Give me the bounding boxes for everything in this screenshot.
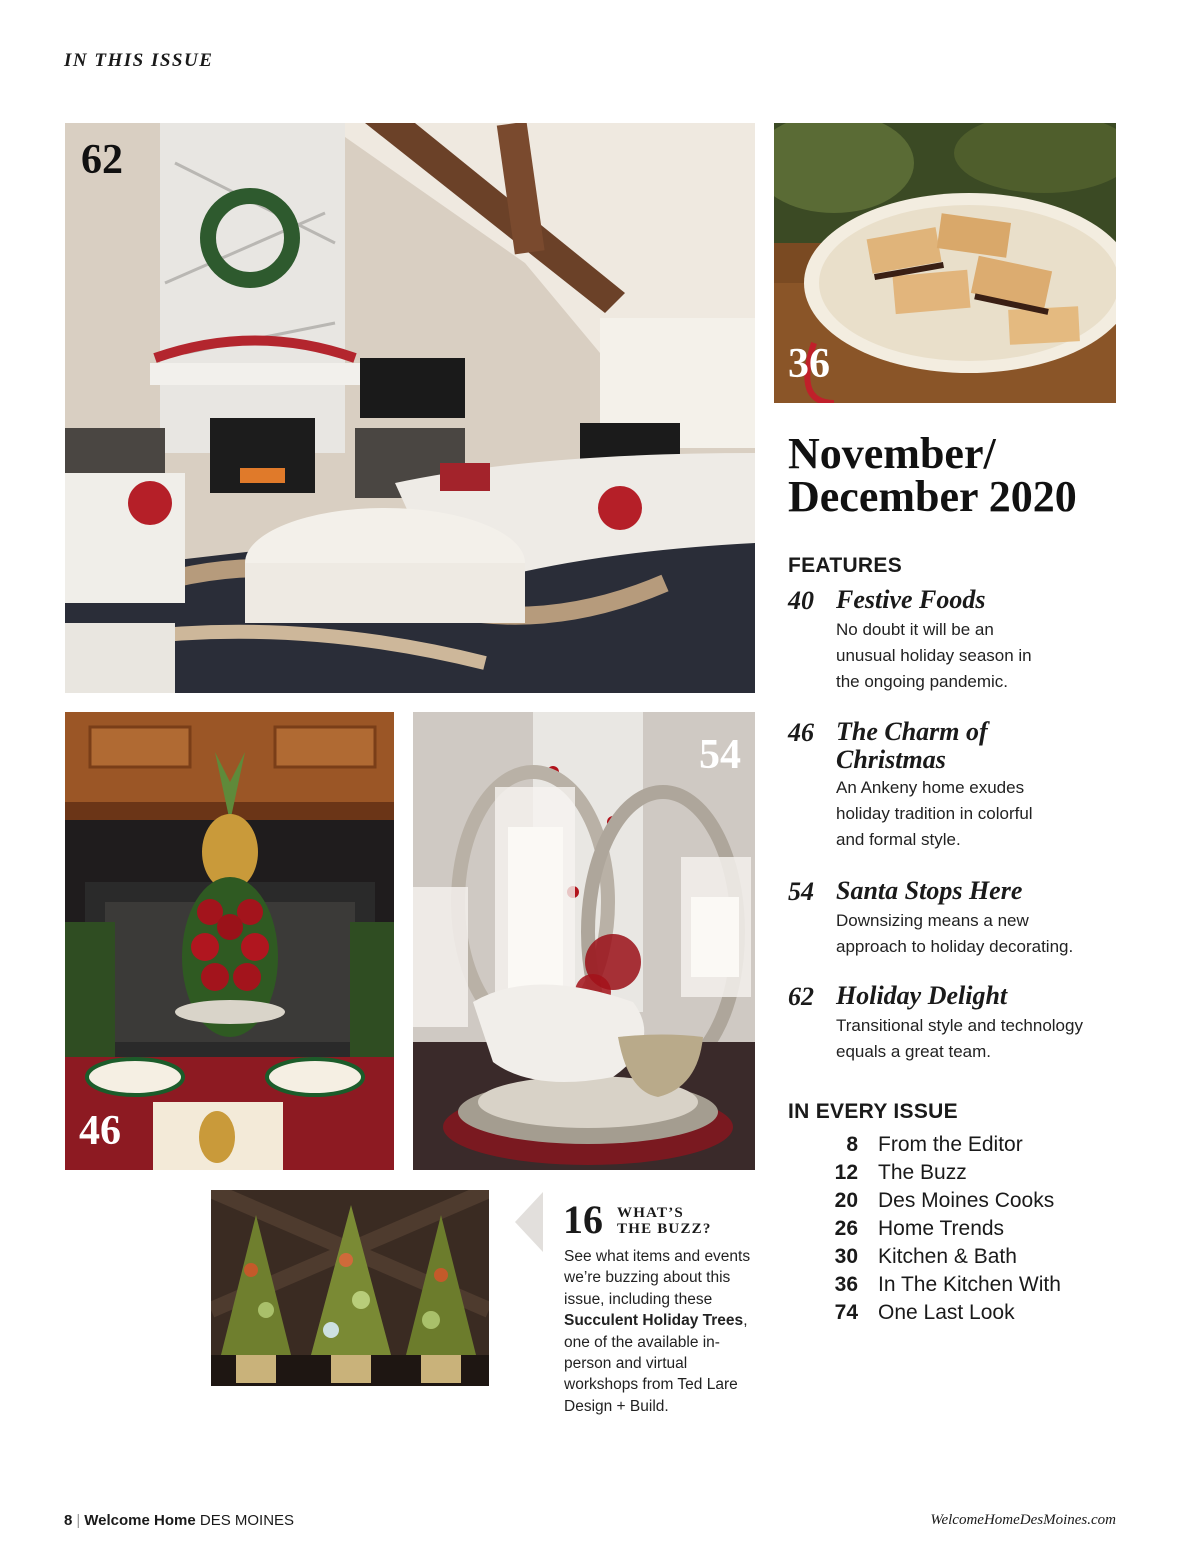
issue-title-line1: November/: [788, 429, 996, 478]
every-issue-page-number: 36: [834, 1273, 858, 1296]
every-issue-item[interactable]: [788, 1189, 1128, 1217]
buzz-text-bold: Succulent Holiday Trees: [564, 1312, 744, 1330]
feature-title: Holiday Delight: [836, 981, 1008, 1010]
feature-title: Festive Foods: [836, 585, 986, 614]
footer-brand: Welcome Home: [84, 1512, 196, 1529]
every-issue-title: One Last Look: [878, 1301, 1015, 1324]
every-issue-item[interactable]: [788, 1301, 1128, 1329]
feature-description-line: holiday tradition in colorful: [836, 804, 1033, 823]
footer-separator: |: [76, 1512, 81, 1529]
cookies-photo: [774, 123, 1116, 403]
feature-description-line: An Ankeny home exudes: [836, 778, 1025, 797]
feature-description-line: unusual holiday season in: [836, 646, 1032, 665]
feature-description: [836, 1013, 1126, 1065]
feature-item[interactable]: [788, 586, 1128, 701]
every-issue-item[interactable]: [788, 1217, 1128, 1245]
feature-title: The Charm of Christmas: [836, 717, 988, 774]
place-setting-photo: [413, 712, 755, 1170]
buzz-text-before: See what items and events we’re buzzing about this issue, including these: [564, 1248, 751, 1308]
every-issue-title: Des Moines Cooks: [878, 1189, 1055, 1212]
feature-page-number: 46: [788, 718, 814, 747]
photo-number-46: 46: [79, 1108, 121, 1154]
issue-title-line2: December 2020: [788, 472, 1077, 521]
feature-description-line: Downsizing means a new: [836, 911, 1029, 930]
footer-brand-city: DES MOINES: [199, 1512, 295, 1529]
every-issue-page-number: 12: [834, 1161, 858, 1184]
every-issue-page-number: 26: [834, 1217, 858, 1240]
every-issue-list: [788, 1133, 1128, 1329]
buzz-heading-line1: WHAT’S: [617, 1205, 684, 1221]
pineapple-table-photo: [65, 712, 394, 1170]
footer-left: [64, 1512, 294, 1529]
feature-description: [836, 775, 1126, 853]
every-issue-item[interactable]: [788, 1245, 1128, 1273]
every-issue-title: Kitchen & Bath: [878, 1245, 1017, 1268]
feature-description-line: approach to holiday decorating.: [836, 937, 1074, 956]
buzz-page-number[interactable]: 16: [563, 1197, 603, 1242]
feature-page-number: 62: [788, 982, 814, 1011]
buzz-text-after: , one of the available in-person and virtual workshops from Ted Lare Design + Build.: [564, 1312, 748, 1415]
feature-description-line: No doubt it will be an: [836, 620, 994, 639]
every-issue-title: The Buzz: [878, 1161, 967, 1184]
issue-title: [788, 429, 1148, 521]
feature-item[interactable]: [788, 982, 1128, 1072]
every-issue-item[interactable]: [788, 1161, 1128, 1189]
photo-number-54: 54: [699, 732, 741, 778]
every-issue-title: Home Trends: [878, 1217, 1005, 1240]
every-issue-page-number: 8: [846, 1133, 858, 1156]
every-issue-page-number: 20: [834, 1189, 858, 1212]
feature-item[interactable]: [788, 877, 1128, 967]
feature-description-line: Transitional style and technology: [836, 1016, 1083, 1035]
feature-page-number: 40: [788, 586, 814, 615]
buzz-heading: [617, 1205, 747, 1237]
footer-website[interactable]: WelcomeHomeDesMoines.com: [930, 1512, 1116, 1528]
buzz-heading-line2: THE BUZZ?: [617, 1221, 712, 1237]
feature-page-number: 54: [788, 877, 814, 906]
every-issue-item[interactable]: [788, 1133, 1128, 1161]
buzz-description: [564, 1246, 764, 1417]
feature-description-line: equals a great team.: [836, 1042, 991, 1061]
succulent-trees-photo: [211, 1190, 489, 1386]
features-heading: FEATURES: [788, 554, 903, 577]
every-issue-title: From the Editor: [878, 1133, 1023, 1156]
every-issue-page-number: 74: [834, 1301, 858, 1324]
photo-number-62: 62: [81, 137, 123, 183]
section-label: IN THIS ISSUE: [64, 50, 214, 71]
feature-description-line: the ongoing pandemic.: [836, 672, 1009, 691]
pointer-arrow-icon: [515, 1192, 543, 1252]
feature-description: [836, 908, 1126, 960]
every-issue-item[interactable]: [788, 1273, 1128, 1301]
feature-description-line: and formal style.: [836, 830, 961, 849]
living-room-photo: [65, 123, 755, 693]
every-issue-heading: IN EVERY ISSUE: [788, 1100, 958, 1123]
footer-page-number: 8: [64, 1512, 73, 1529]
feature-title: Santa Stops Here: [836, 876, 1023, 905]
feature-item[interactable]: [788, 718, 1128, 858]
feature-description: [836, 617, 1126, 695]
photo-number-36: 36: [788, 341, 830, 387]
every-issue-page-number: 30: [834, 1245, 858, 1268]
every-issue-title: In The Kitchen With: [878, 1273, 1061, 1296]
